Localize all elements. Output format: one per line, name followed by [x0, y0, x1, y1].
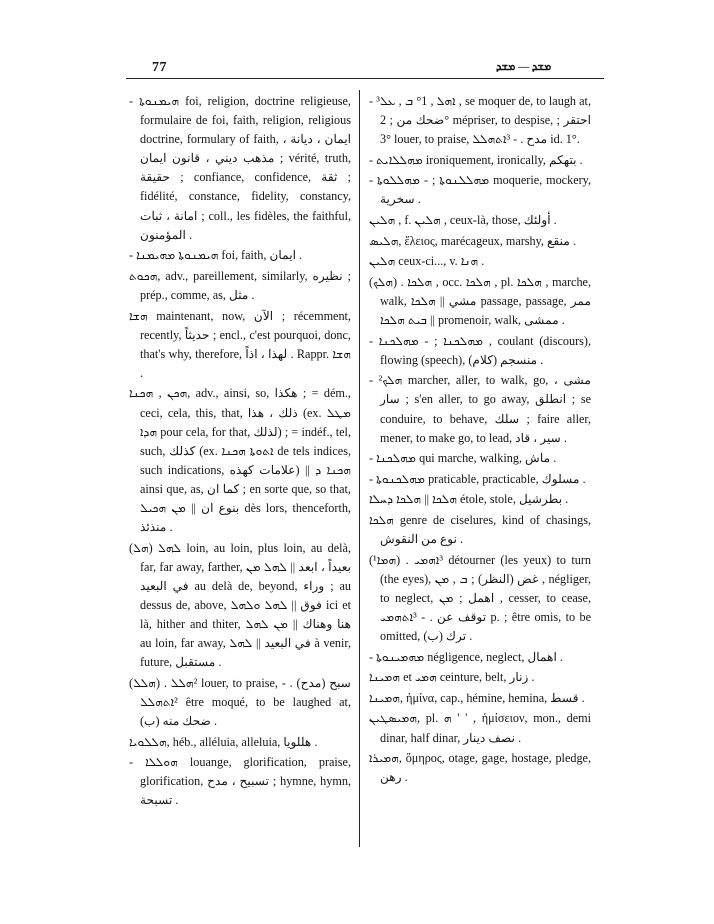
dictionary-entry: ܗܡܝܢܐ, ἡμίνα, cap., hémine, hemina, قسط . — [369, 690, 585, 705]
dictionary-entry: ܗܠܟܐ || ܗܠܟܐ ܕܚܠܐ étole, stole, بطرشيل . — [369, 492, 569, 507]
dictionary-entry: ܗܠܟܐ genre de ciselures, kind of chasings, نوع من النقوش . — [369, 512, 595, 547]
dictionary-entry: (¹ܗܡܐ) . ³ܐܗܡܝ détourner (les yeux) to turn (the eyes), غض (النظر) ; ܒ , ܡܢ , négliger, to neglect, اهمل ; ܡܢ , cesser, to cease, توقف عن . - ³ܐܬܗܡܝ p. ; être omis, to be omitted, ترك (ب) . — [369, 552, 595, 644]
dictionary-entry: ܗܠܠܘܝܐ, héb., alléluia, alleluia, هللويا . — [129, 734, 318, 749]
dictionary-entry: ܗܠܝܣ, ἕλειος, marécageux, marshy, منقع . — [369, 233, 576, 248]
dictionary-entry: (ܗܠܟ) . ܗܠܟܐ , occ. ܗܠܟܐ , pl. ܗܠܟܐ , marche, walk, مشي || ܗܠܟܐ passage, passage, ممر || ܒܝܬ ܗܠܟܐ promenoir, walk, ممشى . — [369, 274, 595, 328]
dictionary-entry: - ܡܗܠܟܢܘܬܐ praticable, practicable, مسلوك . — [369, 471, 586, 486]
column-divider — [359, 90, 360, 847]
page-number: 77 — [152, 60, 167, 75]
right-column — [369, 92, 595, 852]
dictionary-entry: - ܡܗܠܠܐܝܬ ironiquement, ironically, بتهكم . — [369, 152, 583, 167]
dictionary-entry: ܗܠܝܢ ceux-ci..., v. ܗܢܐ . — [369, 254, 485, 269]
dictionary-entry: - ²ܗܠܟ marcher, aller, to walk, go, مشى ، سار ; s'en aller, to go away, انطلق ; se conduire, to behave, سلك ; faire aller, mener, to make go, to lead, سير ، قاد . — [369, 373, 595, 445]
dictionary-entry: ܗܟܘܬ, adv., pareillement, similarly, نظيره ; prép., comme, as, مثل . — [129, 268, 355, 302]
dictionary-entry: - ܡܗܠܟܢܐ ; - ܡܗܠܟܢܐ , coulant (discours), flowing (speech), منسجم (كلام) . — [369, 333, 595, 367]
dictionary-entry: - ³ܐܗܠ , 1° ܒ , ܥܠ , se moquer de, to laugh at, ضحك من ; 2° mépriser, to despise, احتقر ; 3° louer, to praise, مدح . - ³ܐܬܗܠܠ id. 1°. — [369, 94, 595, 147]
dictionary-entry: - ܡܗܡܝܢܘܬܐ négligence, neglect, اهمال . — [369, 649, 563, 664]
dictionary-entry: ܗܫܐ maintenant, now, الآن ; récemment, recently, حديثاً ; encl., c'est pourquoi, donc, that's why, therefore, لهذا ، اذاً . Rappr. ܗܫܐ . — [129, 308, 355, 380]
dictionary-entry: ܗܡܝܣܛܝܢ, pl. ܗ ' ' , ἡμίσειον, mon., demi dinar, half dinar, نصف دينار . — [369, 711, 595, 745]
dictionary-entry: ܗܡܝܪܐ, ὅμηρος, otage, gage, hostage, pledge, رهن . — [369, 751, 595, 785]
dictionary-entry: - ܗܝܡܢܘܬܐ ܡܗܝܡܢܐ foi, faith, ايمان . — [129, 248, 303, 263]
dictionary-entry: - ܡܗܠܟܢܐ qui marche, walking, ماش . — [369, 451, 557, 466]
dictionary-entry: (ܗܠܠ) . ²ܗܠܠ louer, to praise, سبح (مدح) . - ²ܐܬܗܠܠ être moqué, to be laughed at, ضحك منه (ب) . — [129, 675, 355, 728]
dictionary-entry: (ܗܠ) ܠܗܠ loin, au loin, plus loin, au delà, far, far away, farther, بعيداً ، ابعد || ܠܗܠ ܡܢ في البعيد au delà de, beyond, وراء ; au dessus de, above, فوق || ܠܗܠ ܘܠܗܠ ici et là, hither and thiter, هنا وهناك || ܡܢ ܠܗܠ au loin, far away, في البعيد || ܠܗܠ à venir, future, مستقبل . — [129, 540, 355, 670]
dictionary-entry: - ܗܘܠܠܐ louange, glorification, praise, glorification, تسبيح ، مدح ; hymne, hymn, تسبحة . — [129, 755, 355, 808]
dictionary-entry: - ܡܗܠܠܢܘܬܐ ; - ܡܗܠܠܘܬܐ moquerie, mockery, سخرية . — [369, 173, 595, 207]
dictionary-entry: ܗܠܝܢ , f. ܗܠܝܢ , ceux-là, those, أولئك . — [369, 213, 557, 228]
dictionary-entry: ܗܟܢ , ܗܟܢܐ, adv., ainsi, so, هكذا ; = dém., ceci, cela, this, that, ذلك ، هذا (ex. ܡܛܠ ܗܕܐ pour cela, for that, لذلك) ; = indéf., tel, such, كذلك (ex. ܐܬܘܬܐ ܗܟܢܐ de tels indices, such indications, علامات كهذه) || ܗܟܢܐ ܕ ainsi que, as, كما ان ; en sorte que, so that, بنوع ان || ܡܢ ܗܟܝܠ dès lors, thenceforth, منذئذ . — [129, 386, 355, 535]
running-head: ܡܫܕ — ܡܫܕ — [496, 61, 552, 73]
dictionary-entry: ܗܡܝܢܐ et ܗܡܝ ceinture, belt, زنار . — [369, 670, 535, 685]
dictionary-entry: - ܗܝܡܢܘܬܐ foi, religion, doctrine religieuse, formulaire de foi, faith, religion, religious doctrine, formulary of faith, ايمان ، ديانة ، مذهب ديني ، قانون ايمان ; vérité, truth, حقيقة ; confiance, confidence, ثقة ; fidélité, constance, fidelity, constancy, امانة ، ثبات ; coll., les fidèles, the faithful, المؤمنون . — [129, 94, 355, 242]
header-rule — [126, 78, 604, 79]
left-column — [129, 92, 355, 852]
